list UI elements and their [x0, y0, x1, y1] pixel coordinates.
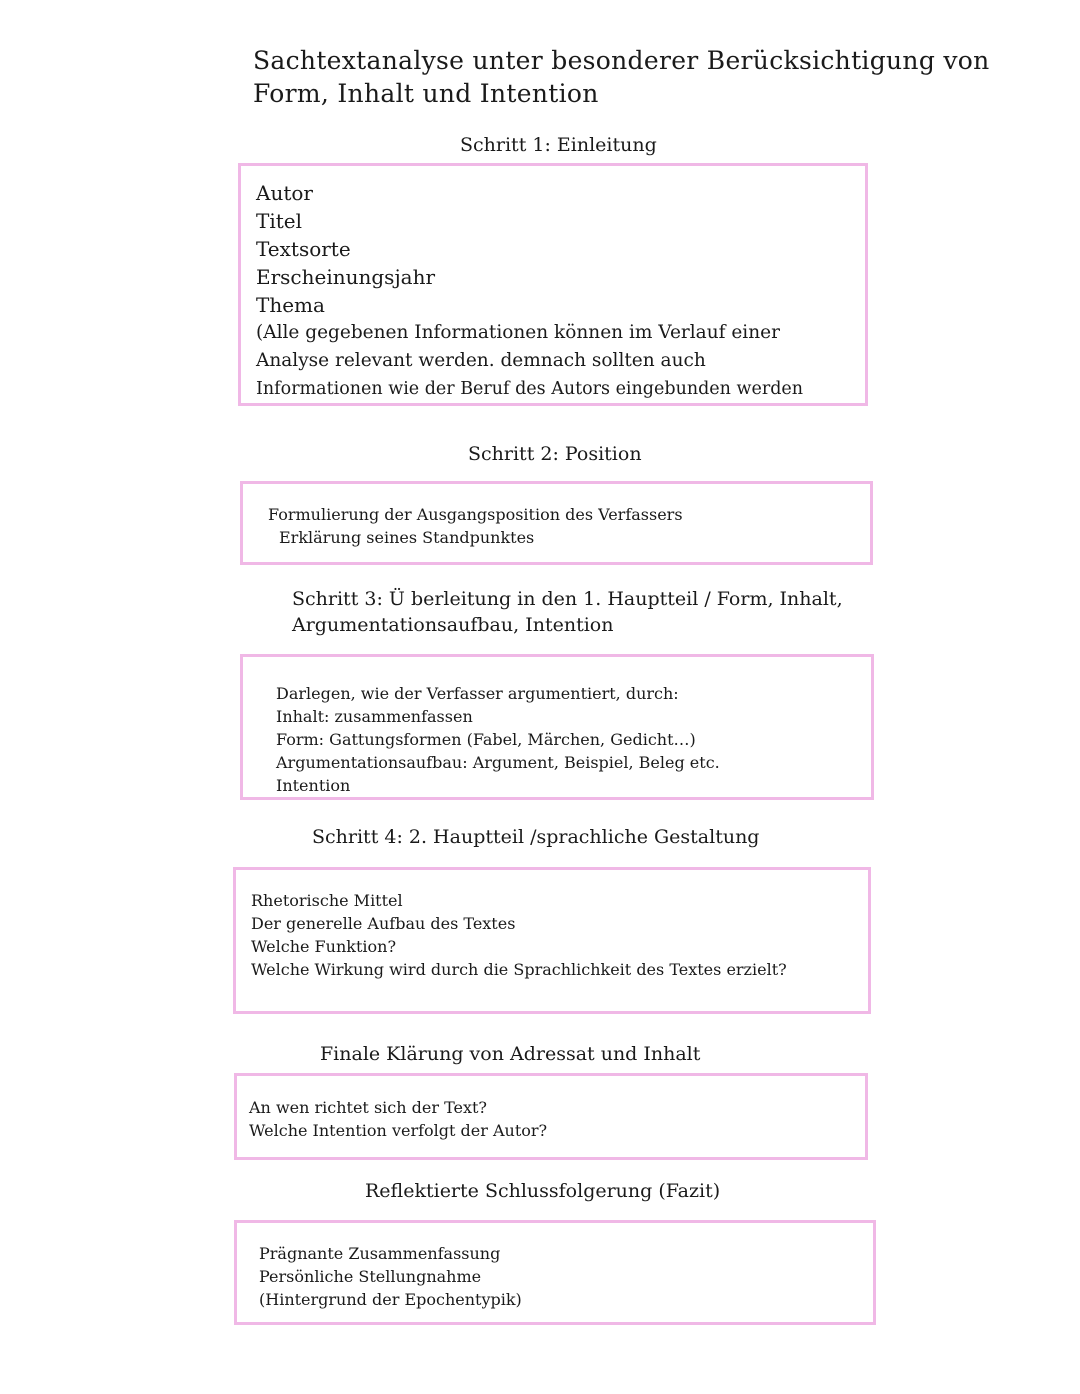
- section-6-content: [259, 1242, 522, 1311]
- section-3-line: Darlegen, wie der Verfasser argumentiert, durch:: [276, 684, 679, 703]
- section-2-heading: Schritt 2: Position: [468, 443, 642, 465]
- section-4-heading: Schritt 4: 2. Hauptteil /sprachliche Gestaltung: [312, 826, 760, 848]
- section-3-heading: [292, 586, 843, 638]
- section-5-heading: Finale Klärung von Adressat und Inhalt: [320, 1043, 701, 1065]
- section-2-content: [268, 503, 683, 549]
- section-3-line: Form: Gattungsformen (Fabel, Märchen, Gedicht…): [276, 730, 696, 749]
- section-3-content: [276, 682, 720, 797]
- section-6-line: (Hintergrund der Epochentypik): [259, 1290, 522, 1309]
- section-5-line: An wen richtet sich der Text?: [249, 1098, 487, 1117]
- section-1-heading: Schritt 1: Einleitung: [460, 134, 657, 156]
- section-3-heading-line-2: Argumentationsaufbau, Intention: [292, 614, 614, 636]
- page-title-line-2: Form, Inhalt und Intention: [253, 79, 599, 108]
- section-5-line: Welche Intention verfolgt der Autor?: [249, 1121, 548, 1140]
- section-2-box: [240, 481, 873, 565]
- section-1-line: (Alle gegebenen Informationen können im Verlauf einer: [256, 322, 780, 343]
- section-4-line: Rhetorische Mittel: [251, 891, 403, 910]
- section-1-content: [256, 179, 803, 403]
- section-1-line: Erscheinungsjahr: [256, 265, 436, 289]
- section-3-line: Intention: [276, 776, 351, 795]
- section-4-content: [251, 889, 787, 981]
- section-4-line: Der generelle Aufbau des Textes: [251, 914, 516, 933]
- section-6-line: Prägnante Zusammenfassung: [259, 1244, 501, 1263]
- section-1-line: Analyse relevant werden. demnach sollten auch: [256, 350, 706, 371]
- section-4-line: Welche Funktion?: [251, 937, 397, 956]
- section-1-box: [238, 163, 868, 406]
- section-4-box: [233, 867, 871, 1014]
- section-2-line: Formulierung der Ausgangsposition des Verfassers: [268, 505, 683, 524]
- section-1-line: Textsorte: [256, 237, 351, 261]
- section-3-box: [240, 654, 874, 800]
- section-6-line: Persönliche Stellungnahme: [259, 1267, 482, 1286]
- section-5-content: [249, 1096, 547, 1142]
- page-title-line-1: Sachtextanalyse unter besonderer Berücksichtigung von: [253, 46, 990, 75]
- section-1-line: Thema: [256, 293, 325, 317]
- section-6-heading: Reflektierte Schlussfolgerung (Fazit): [365, 1180, 721, 1202]
- section-3-line: Inhalt: zusammenfassen: [276, 707, 473, 726]
- section-3-line: Argumentationsaufbau: Argument, Beispiel, Beleg etc.: [276, 753, 720, 772]
- section-1-line: Informationen wie der Beruf des Autors eingebunden werden: [256, 379, 804, 399]
- section-2-line: Erklärung seines Standpunktes: [279, 528, 535, 547]
- section-1-line: Autor: [256, 181, 313, 205]
- section-5-box: [234, 1073, 868, 1160]
- section-1-line: Titel: [256, 209, 303, 233]
- section-6-box: [234, 1220, 876, 1325]
- page-title: [253, 44, 990, 110]
- section-4-line: Welche Wirkung wird durch die Sprachlichkeit des Textes erzielt?: [251, 960, 787, 979]
- section-3-heading-line-1: Schritt 3: Ü berleitung in den 1. Hauptteil / Form, Inhalt,: [292, 588, 843, 610]
